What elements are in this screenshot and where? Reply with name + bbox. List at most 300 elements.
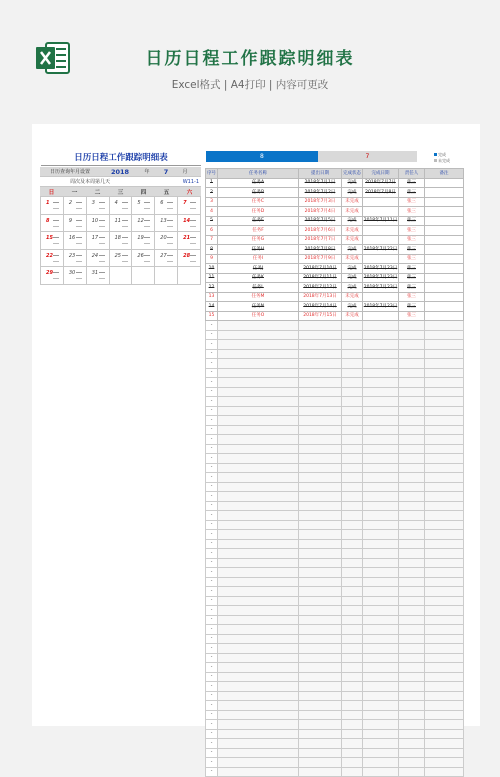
table-cell-empty[interactable] (399, 767, 425, 777)
calendar-day-cell[interactable] (87, 232, 110, 250)
table-cell-empty[interactable] (342, 577, 363, 587)
table-cell-empty[interactable] (218, 416, 299, 426)
table-cell-empty[interactable] (342, 596, 363, 606)
table-cell-status[interactable]: 完成 (342, 216, 363, 226)
table-cell-empty[interactable] (363, 568, 399, 578)
table-cell-empty[interactable] (425, 682, 464, 692)
table-cell-empty[interactable] (218, 748, 299, 758)
table-row-empty[interactable] (206, 663, 464, 673)
table-cell-owner[interactable]: 张三 (399, 245, 425, 255)
table-cell-empty[interactable] (342, 463, 363, 473)
table-cell-empty[interactable] (425, 368, 464, 378)
table-cell-empty[interactable] (425, 359, 464, 369)
table-cell-no[interactable]: - (206, 530, 218, 540)
table-row[interactable] (206, 197, 464, 207)
table-cell-empty[interactable] (299, 397, 342, 407)
table-row-empty[interactable] (206, 444, 464, 454)
table-cell-no[interactable]: - (206, 644, 218, 654)
table-cell-name[interactable]: 任务F (218, 226, 299, 236)
table-cell-no[interactable]: 14 (206, 302, 218, 312)
table-row-empty[interactable] (206, 349, 464, 359)
table-cell-no[interactable]: 10 (206, 264, 218, 274)
table-row[interactable] (206, 292, 464, 302)
table-cell-note[interactable] (425, 311, 464, 321)
table-cell-empty[interactable] (218, 321, 299, 331)
table-row-empty[interactable] (206, 577, 464, 587)
table-cell-empty[interactable] (425, 501, 464, 511)
table-row[interactable] (206, 283, 464, 293)
table-cell-no[interactable]: - (206, 539, 218, 549)
table-cell-empty[interactable] (342, 444, 363, 454)
calendar-day-cell[interactable] (132, 250, 155, 268)
table-cell-empty[interactable] (399, 539, 425, 549)
table-row-empty[interactable] (206, 549, 464, 559)
table-cell-no[interactable]: 7 (206, 235, 218, 245)
table-cell-empty[interactable] (399, 359, 425, 369)
table-cell-status[interactable]: 未完成 (342, 311, 363, 321)
table-cell-empty[interactable] (399, 368, 425, 378)
table-cell-no[interactable]: - (206, 349, 218, 359)
table-cell-done-date[interactable] (363, 197, 399, 207)
table-cell-done-date[interactable] (363, 235, 399, 245)
table-cell-empty[interactable] (363, 473, 399, 483)
table-cell-empty[interactable] (425, 425, 464, 435)
table-cell-empty[interactable] (299, 739, 342, 749)
table-row-empty[interactable] (206, 758, 464, 768)
table-cell-empty[interactable] (363, 444, 399, 454)
table-row-empty[interactable] (206, 748, 464, 758)
table-cell-empty[interactable] (342, 340, 363, 350)
table-cell-no[interactable]: - (206, 330, 218, 340)
table-cell-empty[interactable] (425, 444, 464, 454)
table-cell-empty[interactable] (299, 482, 342, 492)
table-cell-empty[interactable] (299, 378, 342, 388)
table-row-empty[interactable] (206, 387, 464, 397)
table-cell-empty[interactable] (299, 359, 342, 369)
table-row-empty[interactable] (206, 463, 464, 473)
table-cell-empty[interactable] (399, 520, 425, 530)
table-cell-empty[interactable] (363, 425, 399, 435)
table-cell-empty[interactable] (299, 549, 342, 559)
table-cell-empty[interactable] (342, 644, 363, 654)
table-cell-empty[interactable] (218, 425, 299, 435)
calendar-day-cell[interactable] (41, 232, 64, 250)
table-cell-empty[interactable] (399, 378, 425, 388)
table-cell-empty[interactable] (218, 330, 299, 340)
table-cell-name[interactable]: 任务A (218, 178, 299, 188)
table-cell-empty[interactable] (299, 387, 342, 397)
table-cell-no[interactable]: - (206, 701, 218, 711)
table-cell-empty[interactable] (299, 710, 342, 720)
table-row-empty[interactable] (206, 397, 464, 407)
table-cell-owner[interactable]: 张三 (399, 311, 425, 321)
table-cell-empty[interactable] (363, 368, 399, 378)
calendar-day-cell[interactable] (155, 215, 178, 233)
table-row-empty[interactable] (206, 691, 464, 701)
table-cell-done-date[interactable]: 2018年7月23日 (363, 264, 399, 274)
table-cell-empty[interactable] (399, 634, 425, 644)
table-cell-empty[interactable] (299, 539, 342, 549)
calendar-day-cell[interactable] (110, 232, 133, 250)
calendar-day-cell[interactable] (64, 267, 87, 285)
table-cell-empty[interactable] (425, 558, 464, 568)
table-cell-name[interactable]: 任务K (218, 273, 299, 283)
table-row-empty[interactable] (206, 406, 464, 416)
table-cell-empty[interactable] (218, 511, 299, 521)
table-row[interactable] (206, 264, 464, 274)
table-cell-no[interactable]: - (206, 416, 218, 426)
table-cell-empty[interactable] (299, 625, 342, 635)
table-cell-empty[interactable] (299, 682, 342, 692)
table-cell-empty[interactable] (299, 530, 342, 540)
table-cell-empty[interactable] (363, 587, 399, 597)
table-cell-empty[interactable] (399, 720, 425, 730)
calendar-day-cell[interactable] (41, 267, 64, 285)
table-cell-empty[interactable] (342, 520, 363, 530)
table-cell-empty[interactable] (425, 530, 464, 540)
table-cell-done-date[interactable]: 2018年7月8日 (363, 188, 399, 198)
table-cell-no[interactable]: - (206, 767, 218, 777)
table-row[interactable] (206, 254, 464, 264)
table-cell-empty[interactable] (299, 587, 342, 597)
table-cell-empty[interactable] (425, 606, 464, 616)
table-row-empty[interactable] (206, 720, 464, 730)
table-cell-status[interactable]: 未完成 (342, 197, 363, 207)
table-cell-empty[interactable] (299, 634, 342, 644)
table-cell-empty[interactable] (425, 406, 464, 416)
table-cell-empty[interactable] (399, 577, 425, 587)
table-cell-no[interactable]: - (206, 454, 218, 464)
table-cell-empty[interactable] (425, 463, 464, 473)
table-cell-empty[interactable] (425, 473, 464, 483)
table-cell-empty[interactable] (363, 387, 399, 397)
table-cell-empty[interactable] (363, 644, 399, 654)
table-cell-empty[interactable] (299, 644, 342, 654)
table-cell-empty[interactable] (299, 720, 342, 730)
table-cell-empty[interactable] (299, 615, 342, 625)
table-cell-empty[interactable] (425, 511, 464, 521)
calendar-day-cell[interactable] (155, 250, 178, 268)
table-cell-empty[interactable] (363, 720, 399, 730)
table-cell-no[interactable]: - (206, 606, 218, 616)
table-cell-owner[interactable]: 张三 (399, 216, 425, 226)
table-cell-empty[interactable] (299, 672, 342, 682)
table-cell-empty[interactable] (399, 653, 425, 663)
table-cell-empty[interactable] (342, 530, 363, 540)
calendar-day-cell[interactable] (87, 267, 110, 285)
table-cell-name[interactable]: 任务O (218, 311, 299, 321)
table-cell-empty[interactable] (342, 511, 363, 521)
table-cell-empty[interactable] (425, 739, 464, 749)
calendar-day-cell[interactable] (178, 267, 201, 285)
table-row-empty[interactable] (206, 530, 464, 540)
table-cell-empty[interactable] (342, 482, 363, 492)
table-cell-note[interactable] (425, 216, 464, 226)
table-cell-name[interactable]: 任务B (218, 188, 299, 198)
table-cell-empty[interactable] (342, 606, 363, 616)
table-cell-empty[interactable] (342, 615, 363, 625)
table-row-empty[interactable] (206, 378, 464, 388)
table-cell-owner[interactable]: 张三 (399, 283, 425, 293)
table-cell-status[interactable]: 未完成 (342, 235, 363, 245)
table-cell-date[interactable]: 2018年7月10日 (299, 264, 342, 274)
table-cell-note[interactable] (425, 188, 464, 198)
table-cell-empty[interactable] (342, 387, 363, 397)
table-cell-empty[interactable] (399, 615, 425, 625)
table-cell-empty[interactable] (299, 568, 342, 578)
table-cell-done-date[interactable]: 2018年7月22日 (363, 245, 399, 255)
table-row-empty[interactable] (206, 767, 464, 777)
table-cell-empty[interactable] (218, 653, 299, 663)
table-cell-empty[interactable] (342, 539, 363, 549)
table-cell-name[interactable]: 任务H (218, 245, 299, 255)
calendar-day-cell[interactable] (87, 197, 110, 215)
table-cell-empty[interactable] (399, 644, 425, 654)
table-cell-empty[interactable] (425, 397, 464, 407)
table-cell-no[interactable]: 13 (206, 292, 218, 302)
table-cell-empty[interactable] (363, 435, 399, 445)
table-row-empty[interactable] (206, 454, 464, 464)
table-cell-empty[interactable] (342, 549, 363, 559)
table-cell-done-date[interactable] (363, 254, 399, 264)
table-cell-owner[interactable]: 张三 (399, 302, 425, 312)
table-cell-empty[interactable] (425, 435, 464, 445)
table-cell-empty[interactable] (425, 416, 464, 426)
calendar-day-cell[interactable] (132, 267, 155, 285)
table-cell-empty[interactable] (218, 463, 299, 473)
table-cell-empty[interactable] (299, 340, 342, 350)
table-cell-empty[interactable] (218, 729, 299, 739)
table-cell-empty[interactable] (342, 397, 363, 407)
table-cell-status[interactable]: 完成 (342, 178, 363, 188)
table-cell-empty[interactable] (399, 397, 425, 407)
calendar-day-cell[interactable] (64, 215, 87, 233)
table-cell-status[interactable]: 完成 (342, 264, 363, 274)
table-cell-no[interactable]: - (206, 634, 218, 644)
table-cell-status[interactable]: 完成 (342, 273, 363, 283)
table-row-empty[interactable] (206, 672, 464, 682)
table-cell-empty[interactable] (399, 425, 425, 435)
table-cell-date[interactable]: 2018年7月15日 (299, 311, 342, 321)
table-cell-empty[interactable] (425, 748, 464, 758)
table-row[interactable] (206, 302, 464, 312)
table-cell-empty[interactable] (342, 378, 363, 388)
table-cell-empty[interactable] (218, 691, 299, 701)
table-cell-no[interactable]: 9 (206, 254, 218, 264)
table-cell-empty[interactable] (399, 416, 425, 426)
table-cell-owner[interactable]: 张三 (399, 197, 425, 207)
table-row[interactable] (206, 188, 464, 198)
table-cell-no[interactable]: - (206, 691, 218, 701)
table-cell-empty[interactable] (342, 501, 363, 511)
table-row-empty[interactable] (206, 568, 464, 578)
table-cell-date[interactable]: 2018年7月11日 (299, 273, 342, 283)
table-cell-empty[interactable] (399, 349, 425, 359)
table-cell-empty[interactable] (218, 758, 299, 768)
table-cell-empty[interactable] (425, 625, 464, 635)
table-row-empty[interactable] (206, 615, 464, 625)
table-cell-empty[interactable] (342, 625, 363, 635)
table-cell-empty[interactable] (363, 482, 399, 492)
table-cell-empty[interactable] (342, 349, 363, 359)
table-cell-empty[interactable] (218, 625, 299, 635)
table-cell-empty[interactable] (218, 701, 299, 711)
table-cell-empty[interactable] (342, 672, 363, 682)
table-cell-empty[interactable] (342, 691, 363, 701)
table-cell-empty[interactable] (363, 615, 399, 625)
table-cell-done-date[interactable] (363, 207, 399, 217)
table-row-empty[interactable] (206, 644, 464, 654)
table-cell-note[interactable] (425, 235, 464, 245)
table-cell-empty[interactable] (218, 720, 299, 730)
table-cell-empty[interactable] (342, 406, 363, 416)
table-row-empty[interactable] (206, 321, 464, 331)
table-cell-empty[interactable] (218, 473, 299, 483)
table-cell-empty[interactable] (399, 473, 425, 483)
table-cell-no[interactable]: - (206, 549, 218, 559)
table-cell-empty[interactable] (363, 682, 399, 692)
table-cell-owner[interactable]: 张三 (399, 264, 425, 274)
table-cell-empty[interactable] (363, 729, 399, 739)
calendar-day-cell[interactable] (155, 232, 178, 250)
table-cell-no[interactable]: - (206, 511, 218, 521)
table-cell-name[interactable]: 任务D (218, 207, 299, 217)
table-cell-empty[interactable] (363, 758, 399, 768)
table-cell-empty[interactable] (425, 758, 464, 768)
table-cell-empty[interactable] (299, 691, 342, 701)
table-cell-empty[interactable] (218, 587, 299, 597)
table-cell-empty[interactable] (218, 644, 299, 654)
table-cell-empty[interactable] (363, 739, 399, 749)
calendar-day-cell[interactable] (41, 197, 64, 215)
calendar-day-cell[interactable] (110, 215, 133, 233)
table-cell-empty[interactable] (399, 444, 425, 454)
table-cell-empty[interactable] (399, 406, 425, 416)
table-cell-note[interactable] (425, 264, 464, 274)
table-row[interactable] (206, 226, 464, 236)
table-cell-empty[interactable] (425, 644, 464, 654)
table-cell-date[interactable]: 2018年7月5日 (299, 216, 342, 226)
table-cell-note[interactable] (425, 254, 464, 264)
table-cell-empty[interactable] (399, 492, 425, 502)
table-cell-empty[interactable] (425, 634, 464, 644)
table-cell-empty[interactable] (299, 368, 342, 378)
table-cell-empty[interactable] (218, 539, 299, 549)
table-cell-status[interactable]: 完成 (342, 245, 363, 255)
table-cell-no[interactable]: 15 (206, 311, 218, 321)
table-cell-empty[interactable] (299, 558, 342, 568)
table-row-empty[interactable] (206, 739, 464, 749)
table-cell-empty[interactable] (363, 539, 399, 549)
table-row-empty[interactable] (206, 473, 464, 483)
table-cell-status[interactable]: 完成 (342, 283, 363, 293)
table-cell-empty[interactable] (399, 340, 425, 350)
table-cell-empty[interactable] (342, 473, 363, 483)
table-row-empty[interactable] (206, 625, 464, 635)
table-cell-no[interactable]: - (206, 682, 218, 692)
table-cell-no[interactable]: - (206, 387, 218, 397)
table-cell-empty[interactable] (299, 596, 342, 606)
table-cell-empty[interactable] (399, 758, 425, 768)
table-cell-empty[interactable] (399, 568, 425, 578)
table-cell-note[interactable] (425, 245, 464, 255)
table-cell-empty[interactable] (399, 596, 425, 606)
table-cell-note[interactable] (425, 302, 464, 312)
table-row-empty[interactable] (206, 682, 464, 692)
table-cell-date[interactable]: 2018年7月3日 (299, 197, 342, 207)
table-cell-name[interactable]: 任务C (218, 197, 299, 207)
table-cell-empty[interactable] (363, 359, 399, 369)
table-cell-empty[interactable] (218, 454, 299, 464)
calendar-day-cell[interactable] (64, 250, 87, 268)
table-cell-empty[interactable] (218, 349, 299, 359)
table-row-empty[interactable] (206, 416, 464, 426)
table-cell-empty[interactable] (342, 739, 363, 749)
table-cell-empty[interactable] (399, 729, 425, 739)
table-cell-empty[interactable] (363, 520, 399, 530)
table-cell-date[interactable]: 2018年7月6日 (299, 226, 342, 236)
table-cell-no[interactable]: - (206, 758, 218, 768)
table-cell-empty[interactable] (363, 463, 399, 473)
table-cell-no[interactable]: - (206, 739, 218, 749)
table-cell-note[interactable] (425, 207, 464, 217)
table-cell-empty[interactable] (425, 539, 464, 549)
table-cell-no[interactable]: 12 (206, 283, 218, 293)
table-cell-empty[interactable] (342, 587, 363, 597)
table-cell-no[interactable]: 11 (206, 273, 218, 283)
table-cell-empty[interactable] (342, 748, 363, 758)
table-cell-empty[interactable] (399, 625, 425, 635)
table-cell-empty[interactable] (425, 378, 464, 388)
table-cell-empty[interactable] (218, 767, 299, 777)
table-cell-empty[interactable] (299, 758, 342, 768)
table-cell-empty[interactable] (363, 701, 399, 711)
table-cell-empty[interactable] (363, 748, 399, 758)
table-cell-empty[interactable] (299, 748, 342, 758)
table-cell-empty[interactable] (342, 720, 363, 730)
table-cell-status[interactable]: 完成 (342, 188, 363, 198)
table-cell-empty[interactable] (342, 425, 363, 435)
table-cell-empty[interactable] (342, 682, 363, 692)
table-cell-empty[interactable] (363, 454, 399, 464)
table-cell-date[interactable]: 2018年7月14日 (299, 302, 342, 312)
table-cell-empty[interactable] (363, 406, 399, 416)
table-cell-empty[interactable] (399, 454, 425, 464)
table-cell-empty[interactable] (218, 501, 299, 511)
table-cell-date[interactable]: 2018年7月7日 (299, 235, 342, 245)
table-cell-empty[interactable] (363, 710, 399, 720)
table-cell-empty[interactable] (218, 482, 299, 492)
table-cell-owner[interactable]: 张三 (399, 226, 425, 236)
table-cell-name[interactable]: 任务E (218, 216, 299, 226)
table-cell-owner[interactable]: 张三 (399, 188, 425, 198)
table-cell-empty[interactable] (363, 625, 399, 635)
table-cell-empty[interactable] (363, 321, 399, 331)
table-cell-no[interactable]: - (206, 729, 218, 739)
table-row-empty[interactable] (206, 701, 464, 711)
table-cell-empty[interactable] (399, 587, 425, 597)
table-cell-empty[interactable] (399, 530, 425, 540)
table-cell-no[interactable]: 6 (206, 226, 218, 236)
table-cell-empty[interactable] (399, 710, 425, 720)
table-cell-empty[interactable] (425, 340, 464, 350)
table-cell-empty[interactable] (399, 501, 425, 511)
table-cell-empty[interactable] (399, 549, 425, 559)
table-cell-empty[interactable] (342, 663, 363, 673)
table-cell-empty[interactable] (342, 435, 363, 445)
calendar-day-cell[interactable] (87, 250, 110, 268)
calendar-day-cell[interactable] (64, 232, 87, 250)
